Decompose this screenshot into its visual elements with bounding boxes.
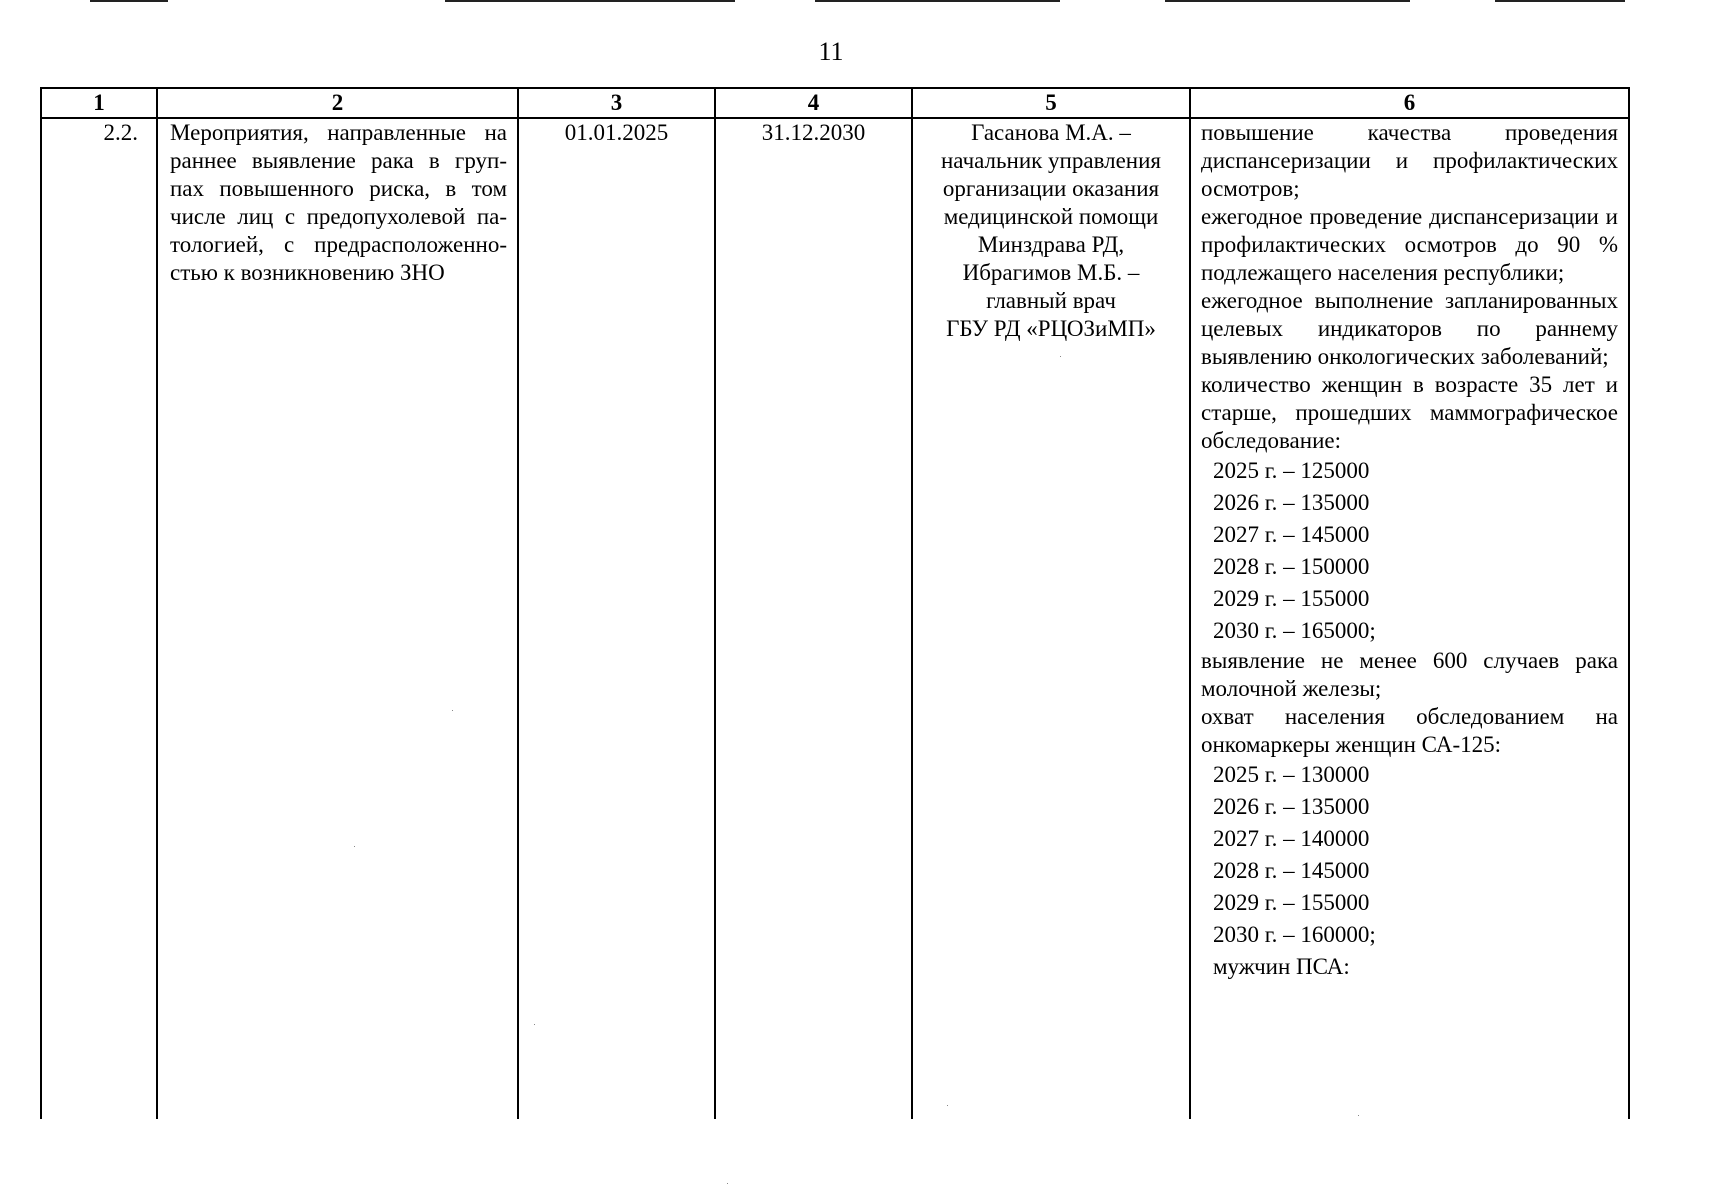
responsible-line: главный врач	[986, 288, 1116, 313]
responsible-line: Гасанова М.А. –	[971, 120, 1131, 145]
year-value: 2027 г. – 140000	[1213, 826, 1370, 851]
column-header-2: 2	[157, 88, 518, 118]
result-paragraph: ежегодное выполнение запланированных целевых индикаторов по раннему выявлению онкологических заболеваний;	[1201, 288, 1618, 369]
responsible-line: начальник управления	[940, 148, 1162, 173]
scan-speck	[947, 1105, 948, 1106]
event-line: пах повышенного риска, в том	[170, 176, 507, 201]
scan-speck	[534, 1024, 535, 1025]
event-description	[157, 118, 518, 1119]
year-value: 2029 г. – 155000	[1213, 586, 1370, 611]
mammography-year-list	[1201, 455, 1618, 647]
table-row	[41, 118, 1629, 1119]
scan-speck	[1358, 1115, 1359, 1116]
event-line: тологией, с предрасположенно-	[170, 232, 507, 257]
scan-speck	[452, 710, 453, 711]
column-header-5: 5	[912, 88, 1190, 118]
responsible-line: Ибрагимов М.Б. –	[962, 260, 1140, 285]
result-paragraph: количество женщин в возрасте 35 лет и старше, прошедших маммографическое обследование:	[1201, 372, 1618, 453]
year-value: 2027 г. – 145000	[1213, 522, 1370, 547]
event-line: стью к возникновению ЗНО	[170, 260, 445, 285]
result-paragraph: охват населения обследованием на онкомаркеры женщин СА-125:	[1201, 704, 1618, 757]
year-value: 2025 г. – 130000	[1213, 762, 1370, 787]
year-value: 2026 г. – 135000	[1213, 794, 1370, 819]
scan-edge-line	[1495, 0, 1625, 2]
column-header-3: 3	[518, 88, 715, 118]
responsible-line: медицинской помощи	[943, 204, 1159, 229]
page-number: 11	[818, 37, 844, 66]
row-number: 2.2.	[41, 118, 157, 1119]
result-paragraph: мужчин ПСА:	[1213, 954, 1350, 979]
scan-edge-line	[815, 0, 1060, 2]
year-value: 2026 г. – 135000	[1213, 490, 1370, 515]
event-line: раннее выявление рака в груп-	[170, 148, 507, 173]
measures-table	[40, 87, 1630, 1119]
year-value: 2025 г. – 125000	[1213, 458, 1370, 483]
scan-speck	[1060, 356, 1061, 357]
scan-speck	[354, 846, 355, 847]
event-line: числе лиц с предопухолевой па-	[170, 204, 507, 229]
ca125-year-list	[1201, 759, 1618, 983]
scan-speck	[727, 1183, 728, 1184]
scan-edge-line	[90, 0, 168, 2]
year-value: 2029 г. – 155000	[1213, 890, 1370, 915]
start-date: 01.01.2025	[518, 118, 715, 1119]
expected-results	[1190, 118, 1629, 1119]
scan-edge-line	[1165, 0, 1410, 2]
responsible-line: организации оказания	[942, 176, 1160, 201]
table-header-row	[41, 88, 1629, 118]
scan-edge-line	[445, 0, 735, 2]
responsible-persons	[912, 118, 1190, 1119]
year-value: 2030 г. – 160000;	[1213, 922, 1376, 947]
year-value: 2028 г. – 150000	[1213, 554, 1370, 579]
result-paragraph: повышение качества проведения диспансеризации и профилактических осмотров;	[1201, 120, 1618, 201]
end-date: 31.12.2030	[715, 118, 912, 1119]
year-value: 2028 г. – 145000	[1213, 858, 1370, 883]
responsible-line: Минздрава РД,	[977, 232, 1125, 257]
column-header-4: 4	[715, 88, 912, 118]
result-paragraph: ежегодное проведение диспансеризации и профилактических осмотров до 90 % подлежащего населения республики;	[1201, 204, 1618, 285]
event-line: Мероприятия, направленные на	[170, 120, 507, 145]
responsible-line: ГБУ РД «РЦОЗиМП»	[946, 316, 1156, 341]
column-header-1: 1	[41, 88, 157, 118]
result-paragraph: выявление не менее 600 случаев рака молочной железы;	[1201, 648, 1618, 701]
column-header-6: 6	[1190, 88, 1629, 118]
year-value: 2030 г. – 165000;	[1213, 618, 1376, 643]
